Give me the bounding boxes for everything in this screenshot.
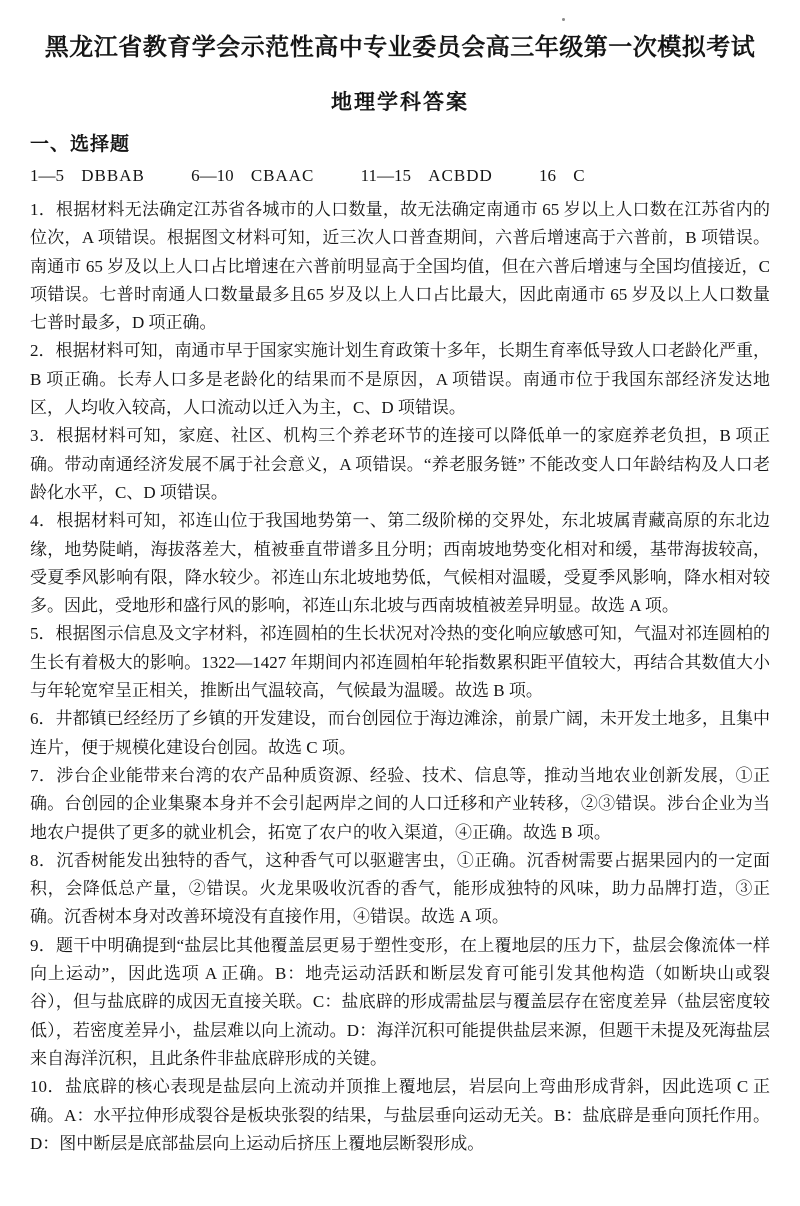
- explanation-10: 10．盐底辟的核心表现是盐层向上流动并顶推上覆地层，岩层向上弯曲形成背斜，因此选项 C 正确。A：水平拉伸形成裂谷是板块张裂的结果，与盐层垂向运动无关。B：盐底辟是垂向顶托作用。D：图中断层是底部盐层向上运动后挤压上覆地层断裂形成。: [30, 1077, 770, 1153]
- answer-group-16: [539, 164, 586, 188]
- explanation-1: 1．根据材料无法确定江苏省各城市的人口数量，故无法确定南通市 65 岁以上人口数在江苏省内的位次，A 项错误。根据图文材料可知，近三次人口普查期间，六普后增速高于六普前，B 项错误。南通市 65 岁及以上人口占比增速在六普前明显高于全国均值，但在六普后增速与全国均值接近，C 项错误。七普时南通人口数量最多且65 岁及以上人口占比最大，因此南通市 65 岁及以上人口数量七普时最多，D 项正确。: [30, 200, 770, 333]
- explanation-3: 3．根据材料可知，家庭、社区、机构三个养老环节的连接可以降低单一的家庭养老负担，B 项正确。带动南通经济发展不属于社会意义，A 项错误。“养老服务链” 不能改变人口年龄结构及人口老龄化水平，C、D 项错误。: [30, 426, 770, 502]
- explanation-7: 7．涉台企业能带来台湾的农产品种质资源、经验、技术、信息等，推动当地农业创新发展，①正确。台创园的企业集聚本身并不会引起两岸之间的人口迁移和产业转移，②③错误。涉台企业为当地农户提供了更多的就业机会，拓宽了农户的收入渠道，④正确。故选 B 项。: [30, 765, 770, 842]
- answer-group-1-5: [30, 164, 145, 188]
- explanation-5: 5．根据图示信息及文字材料，祁连圆柏的生长状况对冷热的变化响应敏感可知，气温对祁连圆柏的生长有着极大的影响。1322—1427 年期间内祁连圆柏年轮指数累积距平值较大，再结合其数值大小与年轮宽窄呈正相关，推断出气温较高，气候最为温暖。故选 B 项。: [30, 624, 770, 701]
- scan-artifact-dot: [562, 18, 565, 21]
- answer-range: 11—15: [360, 166, 412, 185]
- page-title: 黑龙江省教育学会示范性高中专业委员会高三年级第一次模拟考试: [44, 35, 756, 61]
- answer-letters: C: [573, 166, 586, 185]
- explanation-9: 9．题干中明确提到“盐层比其他覆盖层更易于塑性变形，在上覆地层的压力下，盐层会像流体一样向上运动”，因此选项 A 正确。B：地壳运动活跃和断层发育可能引发其他构造（如断块山或裂谷），但与盐底辟的成因无直接关联。C：盐底辟的形成需盐层与覆盖层存在密度差异（盐层密度较低），若密度差异小，盐层难以向上流动。D：海洋沉积可能提供盐层来源，但题干未提及死海盐层来自海洋沉积，且此条件非盐底辟形成的关键。: [30, 935, 770, 1068]
- answer-letters: DBBAB: [81, 166, 145, 185]
- explanation-4: 4．根据材料可知，祁连山位于我国地势第一、第二级阶梯的交界处，东北坡属青藏高原的东北边缘，地势陡峭，海拔落差大，植被垂直带谱多且分明；西南坡地势变化相对和缓，基带海拔较高，受夏季风影响有限，降水较少。祁连山东北坡地势低，气候相对温暖，受夏季风影响，降水相对较多。因此，受地形和盛行风的影响，祁连山东北坡与西南坡植被差异明显。故选 A 项。: [30, 511, 770, 616]
- answer-key-row: [30, 164, 770, 188]
- explanation-2: 2．根据材料可知，南通市早于国家实施计划生育政策十多年，长期生育率低导致人口老龄化严重，B 项正确。长寿人口多是老龄化的结果而不是原因，A 项错误。南通市位于我国东部经济发达地区，人均收入较高，人口流动以迁入为主，C、D 项错误。: [30, 341, 770, 418]
- answer-letters: CBAAC: [250, 166, 315, 185]
- page-subtitle: 地理学科答案: [331, 90, 469, 114]
- answer-group-6-10: [191, 164, 314, 188]
- answer-letters: ACBDD: [428, 166, 493, 185]
- explanation-8: 8．沉香树能发出独特的香气，这种香气可以驱避害虫，①正确。沉香树需要占据果园内的一定面积，会降低总产量，②错误。火龙果吸收沉香的香气，能形成独特的风味，助力品牌打造，③正确。沉香树本身对改善环境没有直接作用，④错误。故选 A 项。: [30, 850, 770, 927]
- explanations-list: [30, 196, 770, 1158]
- answer-range: 6—10: [191, 166, 234, 185]
- explanation-6: 6．井都镇已经经历了乡镇的开发建设，而台创园位于海边滩涂，前景广阔，未开发土地多，且集中连片，便于规模化建设台创园。故选 C 项。: [30, 709, 770, 757]
- answer-range: 1—5: [30, 166, 64, 185]
- answer-range: 16: [539, 166, 557, 185]
- section-heading-multiple-choice: 一、选择题: [30, 134, 131, 155]
- answer-group-11-15: [361, 164, 493, 188]
